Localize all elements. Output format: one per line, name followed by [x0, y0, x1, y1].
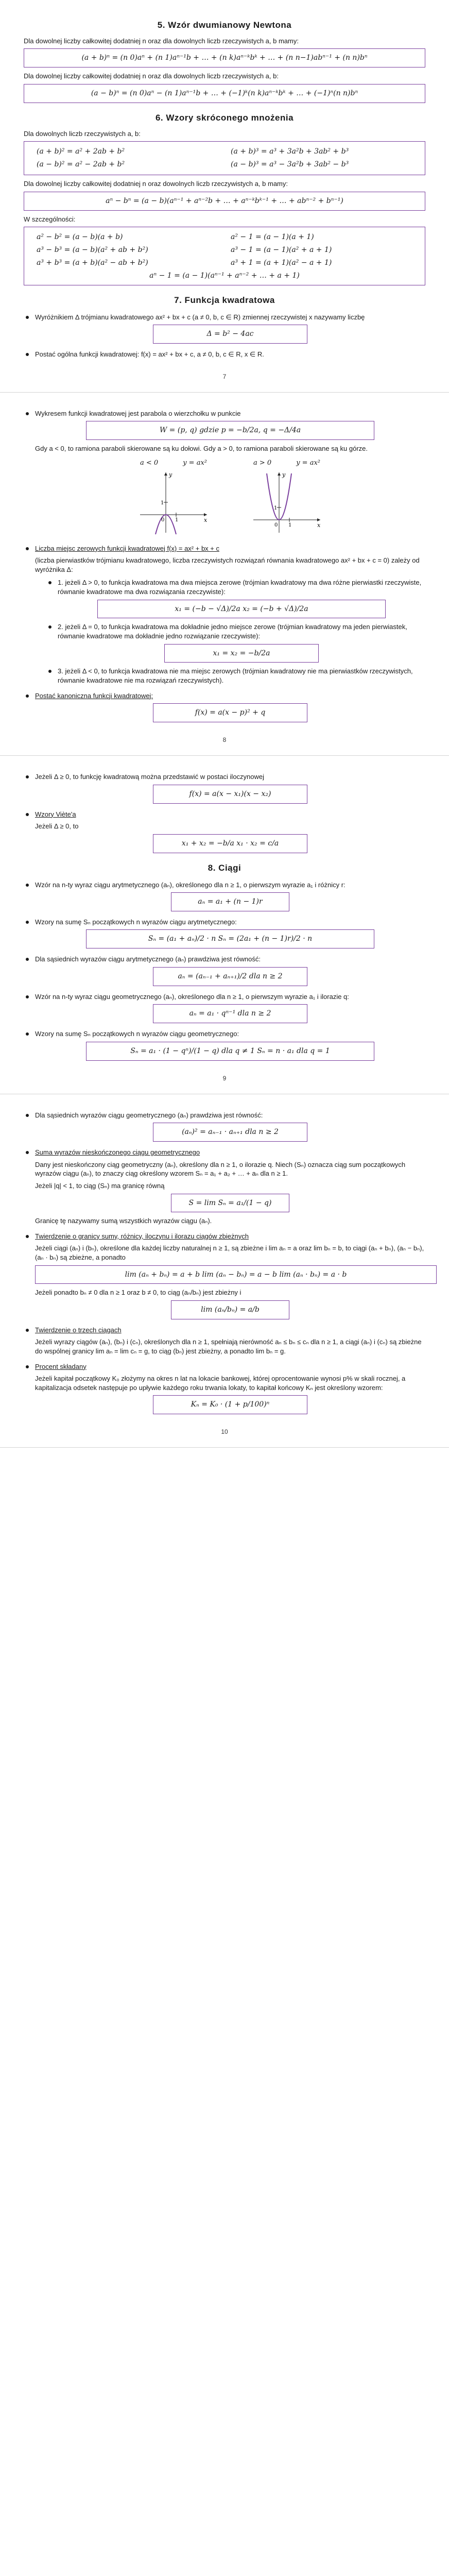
bullet-limit-theorem [24, 1232, 425, 1319]
bullet-geom-neighbors [24, 1111, 425, 1142]
bullet-discriminant [24, 313, 425, 344]
arith-sum-text: Wzory na sumę Sₙ początkowych n wyrazów ciągu arytmetycznego: [35, 918, 237, 926]
short-mult-intro-3: W szczególności: [24, 215, 76, 223]
bullet-viete [24, 810, 425, 853]
case-1-text: 1. jeżeli Δ > 0, to funkcja kwadratowa ma dwa miejsca zerowe (trójmian kwadratowy ma dwa różne pierwiastki rzeczywiste, równanie kwadratowe ma dwa rozwiązania rzeczywiste): [58, 579, 422, 596]
zero-count-title: Liczba miejsc zerowych funkcji kwadratowej f(x) = ax² + bx + c [35, 544, 219, 552]
short-mult-intro-1: Dla dowolnych liczb rzeczywistych a, b: [24, 129, 141, 138]
parabola-up-plot [248, 468, 325, 535]
arith-nth-formula: aₙ = a₁ + (n − 1)r [171, 892, 289, 911]
geom-nth-text: Wzór na n-ty wyraz ciągu geometrycznego (aₙ), określonego dla n ≥ 1, o pierwszym wyrazie a₁ i ilorazie q: [35, 992, 349, 1001]
bullet-arith-neighbors [24, 955, 425, 986]
bullet-three-sequences [24, 1326, 425, 1356]
graph-a-positive [248, 459, 325, 538]
geom-nth-formula: aₙ = a₁ · qⁿ⁻¹ dla n ≥ 2 [153, 1004, 307, 1023]
quadratic-bullets [24, 313, 425, 359]
formula-diff-squares: a² − b² = (a − b)(a + b) [37, 233, 123, 242]
product-form-text: Jeżeli Δ ≥ 0, to funkcję kwadratową można przedstawić w postaci iloczynowej [35, 773, 265, 781]
axis-y-label: y [282, 471, 286, 479]
vertex-note: Gdy a < 0, to ramiona paraboli skierowane są ku dołowi. Gdy a > 0, to ramiona paraboli skierowane są ku górze. [35, 445, 368, 453]
formula-cube-diff: (a − b)³ = a³ − 3a²b + 3ab² − b³ [231, 160, 349, 169]
graph-left-a-label: a < 0 [140, 459, 159, 467]
canonical-title: Postać kanoniczna funkcji kwadratowej: [35, 691, 153, 700]
formula-diff-cubes: a³ − b³ = (a − b)(a² + ab + b²) [37, 245, 148, 254]
delta-cases [46, 578, 425, 685]
sequences-bullets [24, 880, 425, 1061]
infinite-sum-p3: Granicę tę nazywamy sumą wszystkich wyrazów ciągu (aₙ). [35, 1217, 212, 1225]
compound-interest-title: Procent składany [35, 1362, 87, 1370]
zero-count-note: (liczba pierwiastków trójmianu kwadratowego, liczba rzeczywistych rozwiązań równania kwadratowego ax² + bx + c = 0) zależy od wyróżnika Δ: [35, 556, 420, 573]
bullet-infinite-sum [24, 1148, 425, 1226]
page8-bullets [24, 409, 425, 722]
arith-nth-text: Wzór na n-ty wyraz ciągu arytmetycznego (aₙ), określonego dla n ≥ 1, o pierwszym wyrazie a₁ i różnicy r: [35, 880, 346, 889]
bullet-arith-nth [24, 880, 425, 911]
formula-a2-minus-1: a² − 1 = (a − 1)(a + 1) [231, 233, 314, 242]
formula-an-minus-1: aⁿ − 1 = (a − 1)(aⁿ⁻¹ + aⁿ⁻² + … + a + 1) [149, 271, 300, 280]
case-delta-positive [46, 578, 425, 618]
page-number: 10 [221, 1428, 228, 1436]
page-8 [0, 393, 449, 756]
three-sequences-title: Twierdzenie o trzech ciągach [35, 1326, 122, 1334]
bullet-geom-nth [24, 992, 425, 1023]
viete-formula: x₁ + x₂ = −b/a x₁ · x₂ = c/a [153, 834, 307, 853]
two-roots-formula: x₁ = (−b − √Δ)/2a x₂ = (−b + √Δ)/2a [97, 600, 386, 619]
page-10 [0, 1094, 449, 1448]
tick-label-1-y: 1 [161, 500, 164, 506]
formula-cube-sum: (a + b)³ = a³ + 3a²b + 3ab² + b³ [231, 147, 349, 156]
tick-label-0: 0 [274, 522, 278, 529]
arith-neighbors-text: Dla sąsiednich wyrazów ciągu arytmetycznego (aₙ) prawdziwa jest równość: [35, 955, 261, 963]
limit-theorem-formula: lim (aₙ + bₙ) = a + b lim (aₙ − bₙ) = a − b lim (aₙ · bₙ) = a · b [35, 1265, 437, 1284]
geom-neighbors-formula: (aₙ)² = aₙ₋₁ · aₙ₊₁ dla n ≥ 2 [153, 1123, 307, 1142]
compound-interest-p1: Jeżeli kapitał początkowy K₀ złożymy na okres n lat na lokacie bankowej, której oprocentowanie wynosi p% w skali rocznej, a kapitalizacja odsetek następuje po upływie każdego roku trwania lokaty, to kapitał końcowy Kₙ jest określony wzorem: [35, 1375, 406, 1392]
case-3-text: 3. jeżeli Δ < 0, to funkcja kwadratowa nie ma miejsc zerowych (trójmian kwadratowy nie ma pierwiastków rzeczywistych, równanie kwadratowe nie ma rozwiązań rzeczywistych). [58, 667, 413, 684]
discriminant-text: Wyróżnikiem Δ trójmianu kwadratowego ax² + bx + c (a ≠ 0, b, c ∈ R) zmiennej rzeczywistej x nazywamy liczbę [35, 313, 365, 321]
section-title-newton: 5. Wzór dwumianowy Newtona [157, 20, 292, 30]
short-mult-box-1 [24, 141, 425, 175]
newton-intro-2: Dla dowolnej liczby całkowitej dodatniej n oraz dla dowolnych liczb rzeczywistych a, b: [24, 72, 279, 80]
general-form-text: Postać ogólna funkcji kwadratowej: f(x) = ax² + bx + c, a ≠ 0, b, c ∈ R, x ∈ R. [35, 350, 264, 358]
bullet-product-form [24, 772, 425, 803]
product-form-formula: f(x) = a(x − x₁)(x − x₂) [153, 785, 307, 804]
infinite-sum-title: Suma wyrazów nieskończonego ciągu geometrycznego [35, 1148, 200, 1157]
tick-label-1-x: 1 [175, 517, 179, 523]
bullet-zero-count [24, 544, 425, 685]
viete-note: Jeżeli Δ ≥ 0, to [35, 822, 79, 831]
bullet-canonical [24, 691, 425, 722]
formula-sum-cubes: a³ + b³ = (a + b)(a² − ab + b²) [37, 258, 148, 267]
geom-neighbors-text: Dla sąsiednich wyrazów ciągu geometrycznego (aₙ) prawdziwa jest równość: [35, 1111, 263, 1119]
formula-square-sum: (a + b)² = a² + 2ab + b² [37, 147, 125, 156]
limit-theorem-title: Twierdzenie o granicy sumy, różnicy, iloczynu i ilorazu ciągów zbieżnych [35, 1232, 249, 1240]
axis-x-label: x [204, 517, 208, 524]
compound-interest-formula: Kₙ = K₀ · (1 + p/100)ⁿ [153, 1395, 307, 1414]
section-title-quadratic: 7. Funkcja kwadratowa [174, 295, 275, 305]
short-mult-box-2: aⁿ − bⁿ = (a − b)(aⁿ⁻¹ + aⁿ⁻²b + … + aⁿ⁻ᵏbᵏ⁻¹ + … + abⁿ⁻² + bⁿ⁻¹) [24, 192, 425, 211]
limit-theorem-p1: Jeżeli ciągi (aₙ) i (bₙ), określone dla każdej liczby naturalnej n ≥ 1, są zbieżne i lim aₙ = a oraz lim bₙ = b, to ciągi (aₙ + bₙ), (aₙ − bₙ), (aₙ · bₙ) są zbieżne, a ponadto [35, 1244, 424, 1262]
tick-label-1-x: 1 [288, 522, 292, 529]
axis-y-label: y [169, 471, 172, 479]
geom-sum-formula: Sₙ = a₁ · (1 − qⁿ)/(1 − q) dla q ≠ 1 Sₙ = n · a₁ dla q = 1 [86, 1042, 374, 1061]
case-delta-zero [46, 622, 425, 663]
arith-sum-formula: Sₙ = (a₁ + aₙ)/2 · n Sₙ = (2a₁ + (n − 1)r)/2 · n [86, 929, 374, 948]
bullet-arith-sum [24, 918, 425, 948]
bullet-compound-interest [24, 1362, 425, 1415]
canonical-formula: f(x) = a(x − p)² + q [153, 703, 307, 722]
page-7 [0, 0, 449, 393]
page-number: 9 [222, 1074, 227, 1082]
page10-bullets [24, 1111, 425, 1414]
parabola-down-plot [135, 468, 212, 535]
case-2-text: 2. jeżeli Δ = 0, to funkcja kwadratowa ma dokładnie jedno miejsce zerowe (trójmian kwadratowy ma jeden pierwiastek, równanie kwadratowe ma dokładnie jedno rozwiązanie rzeczywiste): [58, 623, 407, 640]
bullet-general-form [24, 350, 425, 359]
arith-neighbors-formula: aₙ = (aₙ₋₁ + aₙ₊₁)/2 dla n ≥ 2 [153, 967, 307, 986]
newton-intro-1: Dla dowolnej liczby całkowitej dodatniej n oraz dla dowolnych liczb rzeczywistych a, b mamy: [24, 37, 299, 45]
section-title-sequences: 8. Ciągi [208, 862, 241, 873]
vertex-formula: W = (p, q) gdzie p = −b/2a, q = −Δ/4a [86, 421, 374, 440]
newton-formula-minus: (a − b)ⁿ = (n 0)aⁿ − (n 1)aⁿ⁻¹b + … + (−1)ᵏ(n k)aⁿ⁻ᵏbᵏ + … + (−1)ⁿ(n n)bⁿ [24, 84, 425, 103]
short-mult-intro-2: Dla dowolnej liczby całkowitej dodatniej n oraz dowolnych liczb rzeczywistych a, b mamy: [24, 180, 288, 188]
viete-title: Wzory Viète'a [35, 810, 76, 818]
case-delta-negative [46, 667, 425, 685]
formula-square-diff: (a − b)² = a² − 2ab + b² [37, 160, 125, 169]
graph-left-y-label: y = ax² [183, 459, 207, 467]
bullet-vertex [24, 409, 425, 538]
discriminant-formula: Δ = b² − 4ac [153, 325, 307, 344]
formula-a3-plus-1: a³ + 1 = (a + 1)(a² − a + 1) [231, 258, 332, 267]
graph-a-negative [135, 459, 212, 538]
limit-quotient-formula: lim (aₙ/bₙ) = a/b [171, 1300, 289, 1319]
axis-x-label: x [317, 522, 321, 529]
page-9 [0, 756, 449, 1094]
one-root-formula: x₁ = x₂ = −b/2a [164, 644, 319, 663]
tick-label-1-y: 1 [274, 505, 278, 512]
page-number: 8 [222, 736, 227, 743]
infinite-sum-p1: Dany jest nieskończony ciąg geometryczny (aₙ), określony dla n ≥ 1, o ilorazie q. Niech (Sₙ) oznacza ciąg sum początkowych wyrazów ciągu (aₙ), to znaczy ciąg określony wzorem Sₙ = a₁ + a₂ + … + aₙ dla n ≥ 1. [35, 1160, 406, 1178]
infinite-sum-p2: Jeżeli |q| < 1, to ciąg (Sₙ) ma granicę równą [35, 1181, 165, 1190]
limit-theorem-p2: Jeżeli ponadto bₙ ≠ 0 dla n ≥ 1 oraz b ≠ 0, to ciąg (aₙ/bₙ) jest zbieżny i [35, 1289, 241, 1297]
section-title-short-mult: 6. Wzory skróconego mnożenia [155, 112, 294, 123]
bullet-geom-sum [24, 1029, 425, 1060]
page9-bullets [24, 772, 425, 853]
tick-label-0: 0 [161, 517, 165, 523]
infinite-sum-formula: S = lim Sₙ = a₁/(1 − q) [171, 1194, 289, 1213]
three-sequences-p1: Jeżeli wyrazy ciągów (aₙ), (bₙ) i (cₙ), określonych dla n ≥ 1, spełniają nierówność aₙ ≤ bₙ ≤ cₙ dla n ≥ 1, a ciągi (aₙ) i (cₙ) są zbieżne do wspólnej granicy lim aₙ = lim cₙ = g, to ciąg (bₙ) jest zbieżny, a ponadto lim bₙ = g. [35, 1338, 422, 1355]
newton-formula-plus: (a + b)ⁿ = (n 0)aⁿ + (n 1)aⁿ⁻¹b + … + (n k)aⁿ⁻ᵏbᵏ + … + (n n−1)abⁿ⁻¹ + (n n)bⁿ [24, 48, 425, 67]
short-mult-box-3 [24, 227, 425, 285]
graph-right-a-label: a > 0 [253, 459, 272, 467]
geom-sum-text: Wzory na sumę Sₙ początkowych n wyrazów ciągu geometrycznego: [35, 1030, 239, 1038]
parabola-graphs [35, 459, 425, 538]
vertex-text: Wykresem funkcji kwadratowej jest parabola o wierzchołku w punkcie [35, 409, 241, 417]
page-number: 7 [222, 372, 227, 380]
formula-a3-minus-1: a³ − 1 = (a − 1)(a² + a + 1) [231, 245, 332, 254]
graph-right-y-label: y = ax² [296, 459, 320, 467]
